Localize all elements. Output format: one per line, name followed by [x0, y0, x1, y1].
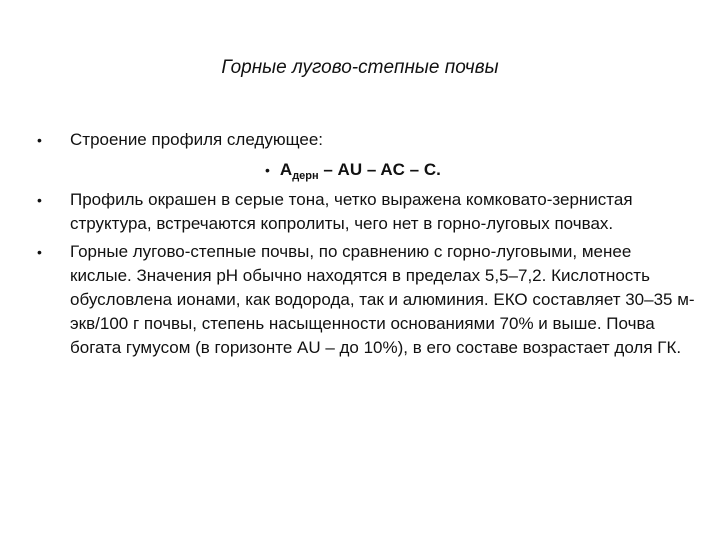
sub-list-item-horizon-formula [265, 158, 441, 188]
slide-title: Горные лугово-степные почвы [221, 57, 499, 78]
bullet-1: • [37, 132, 42, 148]
horizon-a: A [279, 160, 293, 179]
list-item-acidity: Горные лугово-степные почвы, по сравнению с горно-луговыми, менее кислые. Значения pH обычно находятся в пределах 5,5–7,2. Кислотность обусловлена ионами, как водорода, так и алюминия. ЕКО составляет 30–35 м-экв/100 г почвы, степень насыщенности основаниями 70% и выше. Почва богата гумусом (в горизонте AU – до 10%), в его составе возрастает доля ГК. [70, 242, 695, 357]
bullet-3: • [37, 244, 42, 260]
sub-bullet: • [265, 162, 270, 178]
list-item-profile-structure: Строение профиля следующее: [70, 130, 324, 149]
horizon-a-subscript: дерн [292, 170, 319, 182]
list-item-profile-color: Профиль окрашен в серые тона, четко выражена комковато-зернистая структура, встречаются копролиты, чего нет в горно-луговых почвах. [70, 190, 633, 233]
horizon-sequence: – AU – AC – C. [318, 160, 441, 179]
bullet-2: • [37, 192, 42, 208]
